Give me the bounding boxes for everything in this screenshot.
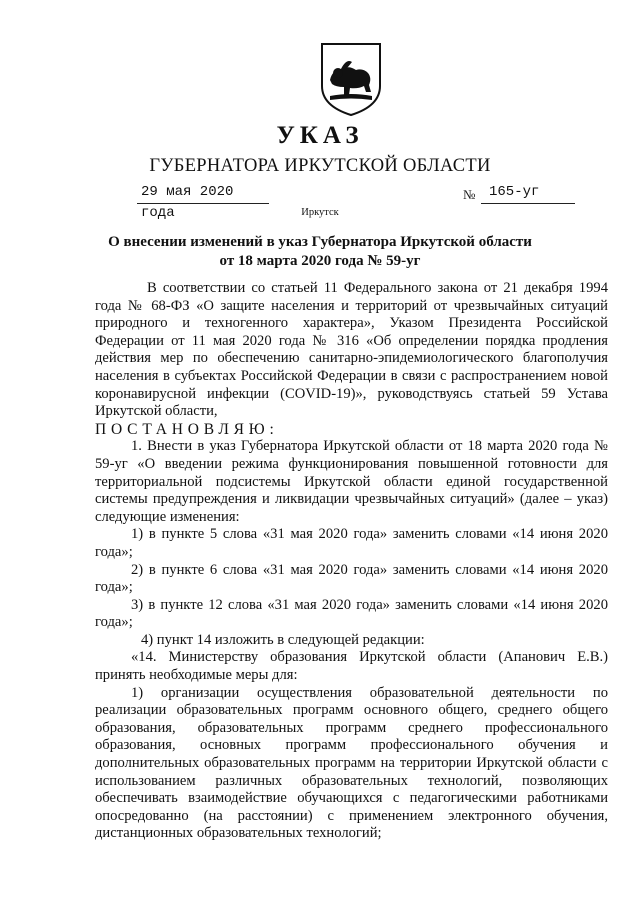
decree-word: ПОСТАНОВЛЯЮ: <box>95 420 279 438</box>
point-14-paragraph: «14. Министерству образования Иркутской области (Апанович Е.В.) принять необходимые меры для: <box>95 649 608 684</box>
subitem-1-paragraph: 1) в пункте 5 слова «31 мая 2020 года» заменить словами «14 июня 2020 года»; <box>95 526 608 560</box>
subitem-2-paragraph: 2) в пункте 6 слова «31 мая 2020 года» заменить словами «14 июня 2020 года»; <box>95 561 608 596</box>
document-number: 165-уг <box>481 182 575 204</box>
document-city: Иркутск <box>301 207 339 218</box>
issuer-title: ГУБЕРНАТОРА ИРКУТСКОЙ ОБЛАСТИ <box>149 156 491 176</box>
document-type-title: УКАЗ <box>276 122 364 149</box>
document-date: 29 мая 2020 года <box>137 182 269 204</box>
item-1-paragraph: 1. Внести в указ Губернатора Иркутской области от 18 марта 2020 года № 59-уг «О введении режима функционирования повышенной готовности для территориальной подсистемы Иркутской области единой государственной системы предупреждения и ликвидации чрезвычайных ситуаций» (далее – указ) следующие изменения: <box>95 438 608 525</box>
document-heading <box>100 233 540 271</box>
preamble-paragraph: В соответствии со статьей 11 Федерального закона от 21 декабря 1994 года № 68-ФЗ «О защите населения и территорий от чрезвычайных ситуаций природного и техногенного характера», Указом Президента Российской Федерации от 11 мая 2020 года № 316 «Об определении порядка продления действия мер по обеспечению санитарно-эпидемиологического благополучия населения в субъектах Российской Федерации в связи с распространением новой коронавирусной инфекции (COVID-19)», руководствуясь статьей 59 Устава Иркутской области, <box>95 280 608 420</box>
document-body <box>95 280 608 843</box>
document-heading-line2: от 18 марта 2020 года № 59-уг <box>219 253 421 269</box>
document-heading-line1: О внесении изменений в указ Губернатора Иркутской области <box>108 234 532 250</box>
subitem-3-paragraph: 3) в пункте 12 слова «31 мая 2020 года» заменить словами «14 июня 2020 года»; <box>95 596 608 631</box>
point-14-subitem-1-paragraph: 1) организации осуществления образовательной деятельности по реализации образовательных программ основного общего, среднего общего образования, образовательных программ среднего профессионального образования, основных программ профессионального обучения и дополнительных образовательных программ на территории Иркутской области с использованием различных образовательных технологий, позволяющих обеспечивать взаимодействие обучающихся с педагогическими работниками опосредованно (на расстоянии) с применением электронного обучения, дистанционных образовательных технологий; <box>95 684 608 842</box>
irkutsk-coat-of-arms-icon <box>316 40 386 118</box>
subitem-4-paragraph: 4) пункт 14 изложить в следующей редакции: <box>141 631 425 648</box>
number-sign: № <box>463 187 476 202</box>
